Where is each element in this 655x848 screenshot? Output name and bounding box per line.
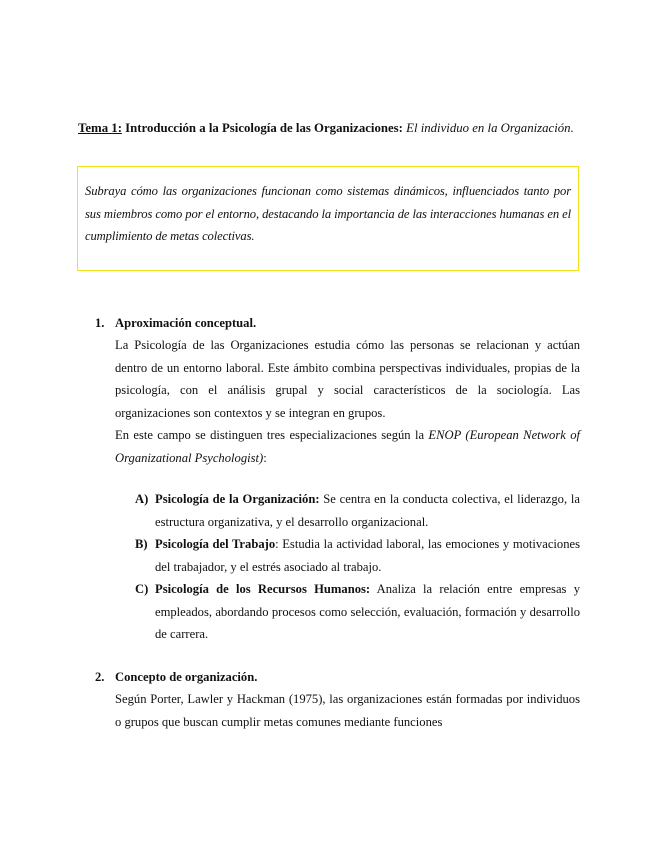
document-title (78, 121, 588, 136)
section-heading (95, 666, 580, 688)
section-title: Concepto de organización. (115, 670, 258, 684)
title-main: Introducción a la Psicología de las Organizaciones: (121, 121, 403, 135)
section-number: 1. (95, 316, 105, 330)
list-text: Analiza la relación entre empresas y empleados, abordando procesos como selección, evaluación, formación y desarrollo de carrera. (155, 582, 580, 641)
paragraph-text: : (263, 450, 267, 465)
section-body (115, 688, 580, 733)
paragraph: Según Porter, Lawler y Hackman (1975), las organizaciones están formadas por individuos o grupos que buscan cumplir metas comunes mediante funciones (115, 692, 580, 729)
section-title: Aproximación conceptual. (115, 316, 257, 330)
summary-callout-text: Subraya cómo las organizaciones funcionan como sistemas dinámicos, influenciados tanto por sus miembros como por el entorno, destacando la importancia de las interacciones humanas en el cumplimiento de metas colectivas. (85, 184, 571, 243)
title-topic-number: Tema 1: (78, 121, 122, 135)
list-term: Psicología de la Organización: (155, 492, 320, 506)
list-text: Se centra en la conducta colectiva, el liderazgo, la estructura organizativa, y el desarrollo organizacional. (155, 492, 580, 529)
paragraph: La Psicología de las Organizaciones estudia cómo las personas se relacionan y actúan dentro de un entorno laboral. Este ámbito combina perspectivas individuales, propias de la psicología, con el análisis grupal y social característicos de la sociología. Las organizaciones son contextos y se integran en grupos. (115, 338, 580, 420)
paragraph (115, 424, 580, 469)
summary-callout-box (77, 166, 579, 271)
specializations-list (135, 488, 580, 646)
list-item (135, 533, 580, 578)
list-letter: C) (135, 582, 149, 596)
list-item (135, 488, 580, 533)
list-letter: B) (135, 537, 148, 551)
section-conceptual-approach (95, 312, 580, 469)
list-term: Psicología de los Recursos Humanos: (155, 582, 371, 596)
section-heading (95, 312, 580, 334)
list-item (135, 578, 580, 646)
title-subtitle: El individuo en la Organización. (402, 121, 574, 135)
enop-reference: ENOP (European Network of Organizational Psychologist) (115, 428, 581, 465)
section-organization-concept (95, 666, 580, 733)
list-text: : Estudia la actividad laboral, las emociones y motivaciones del trabajador, y el estrés asociado al trabajo. (155, 537, 580, 574)
paragraph-text: En este campo se distinguen tres especializaciones según la (115, 428, 429, 442)
section-number: 2. (95, 670, 105, 684)
section-body (115, 334, 580, 469)
list-term: Psicología del Trabajo (155, 537, 276, 551)
list-letter: A) (135, 492, 149, 506)
